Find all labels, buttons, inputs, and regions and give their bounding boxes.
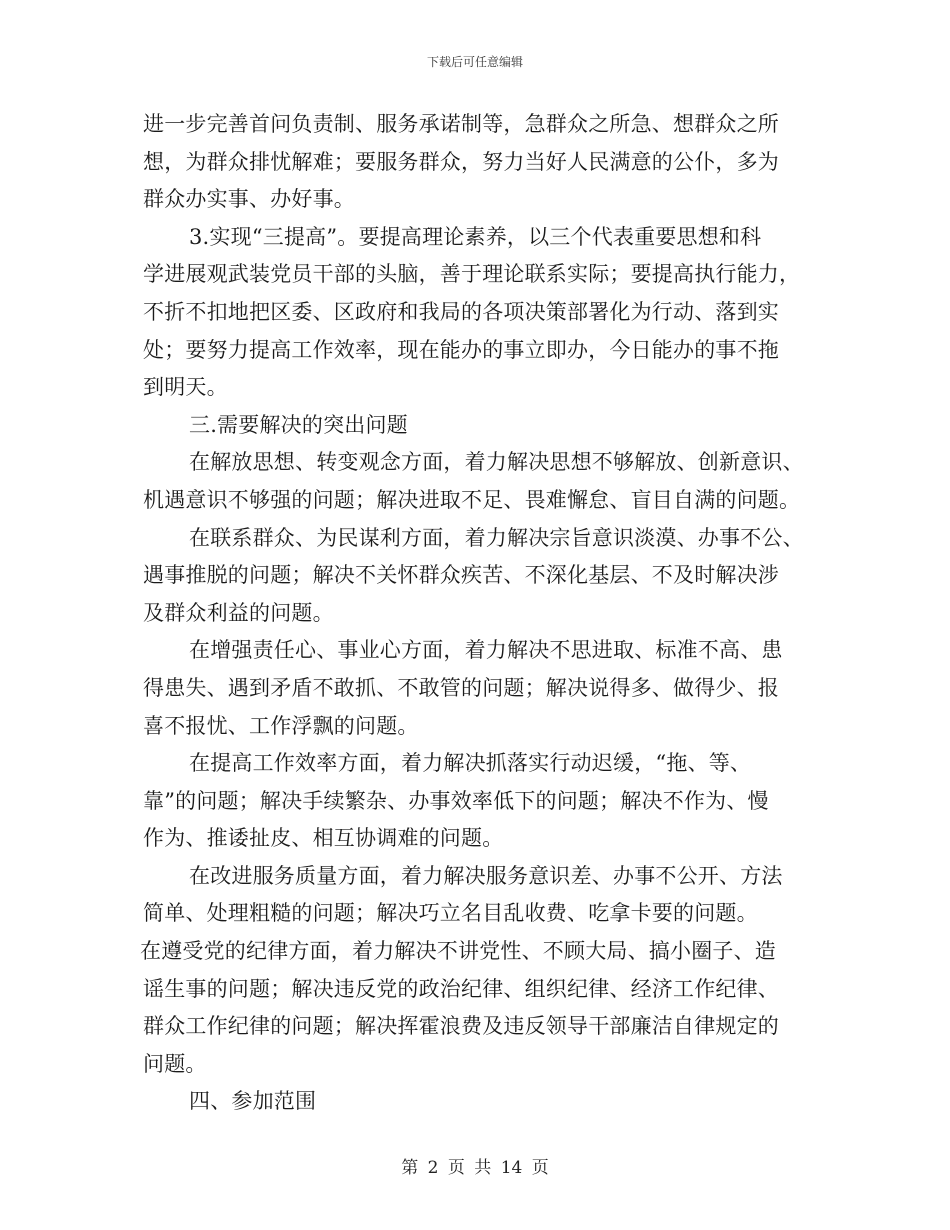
text-line: 喜不报忧、工作浮飘的问题。: [143, 713, 419, 738]
text-line: 靠”的问题；解决手续繁杂、办事效率低下的问题；解决不作为、慢: [143, 788, 769, 813]
text-line: 不折不扣地把区委、区政府和我局的各项决策部署化为行动、落到实: [143, 299, 779, 324]
text-line: 三.需要解决的突出问题: [189, 412, 408, 437]
text-line: 简单、处理粗糙的问题；解决巧立名目乱收费、吃拿卡要的问题。: [143, 901, 758, 926]
text-line: 学进展观武装党员干部的头脑，善于理论联系实际；要提高执行能力，: [143, 262, 801, 287]
text-line: 在增强责任心、事业心方面，着力解决不思进取、标准不高、患: [189, 638, 783, 663]
text-line: 在改进服务质量方面，着力解决服务意识差、办事不公开、方法: [189, 863, 783, 888]
text-line: 处；要努力提高工作效率，现在能办的事立即办，今日能办的事不拖: [143, 337, 779, 362]
text-line: 谣生事的问题；解决违反党的政治纪律、组织纪律、经济工作纪律、: [143, 976, 779, 1001]
text-line: 群众办实事、办好事。: [143, 187, 355, 212]
page-footer: 第 2 页 共 14 页: [401, 1158, 549, 1178]
text-line: 群众工作纪律的问题；解决挥霍浪费及违反领导干部廉洁自律规定的: [143, 1014, 779, 1039]
text-line: 机遇意识不够强的问题；解决进取不足、畏难懈怠、盲目自满的问题。: [143, 487, 801, 512]
text-line: 及群众利益的问题。: [143, 600, 334, 625]
text-line: 遇事推脱的问题；解决不关怀群众疾苦、不深化基层、不及时解决涉: [143, 563, 779, 588]
text-line: 在遵受党的纪律方面，着力解决不讲党性、不顾大局、搞小圈子、造: [140, 939, 776, 964]
text-line: 作为、推诿扯皮、相互协调难的问题。: [143, 826, 504, 851]
text-line: 到明天。: [143, 375, 228, 400]
text-line: 想，为群众排忧解难；要服务群众，努力当好人民满意的公仆，多为: [143, 149, 779, 174]
text-line: 在提高工作效率方面，着力解决抓落实行动迟缓，“拖、等、: [189, 751, 752, 776]
text-line: 四、参加范围: [189, 1089, 317, 1114]
page-header: 下载后可任意编辑: [426, 55, 523, 69]
text-line: 问题。: [143, 1051, 207, 1076]
text-line: 进一步完善首问负责制、服务承诺制等，急群众之所急、想群众之所: [143, 112, 779, 136]
text-line: 在联系群众、为民谋利方面，着力解决宗旨意识淡漠、办事不公、: [189, 525, 804, 550]
document-body: [140, 106, 813, 1121]
text-line: 3.实现“三提高”。要提高理论素养，以三个代表重要思想和科: [189, 224, 762, 249]
text-line: 得患失、遇到矛盾不敢抓、不敢管的问题；解决说得多、做得少、报: [143, 675, 779, 700]
text-line: 在解放思想、转变观念方面，着力解决思想不够解放、创新意识、: [189, 450, 804, 475]
